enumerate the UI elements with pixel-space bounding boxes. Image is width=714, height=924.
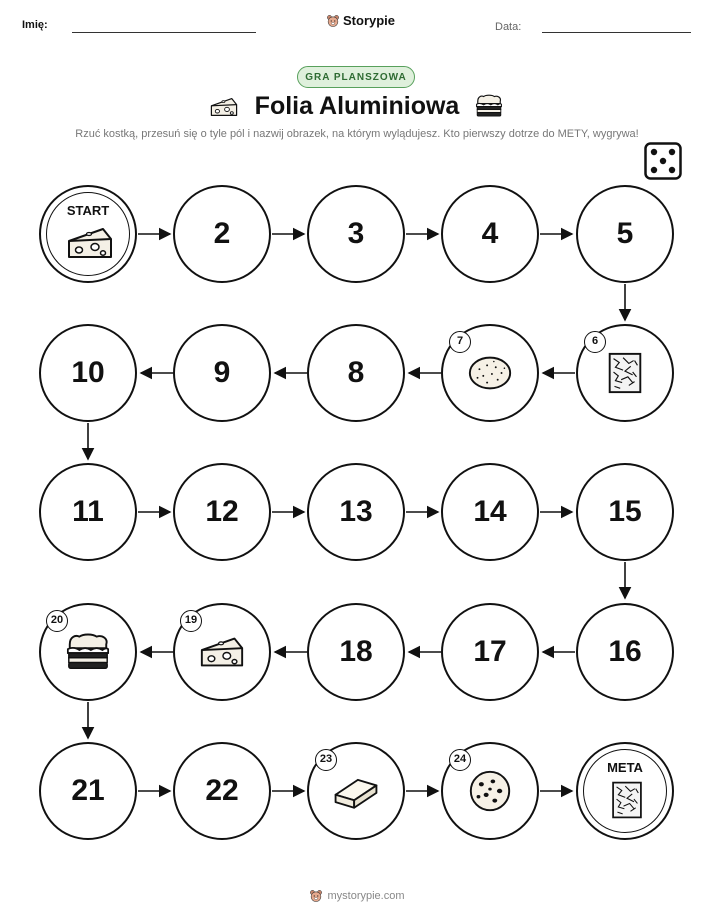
cheese-icon — [65, 223, 115, 263]
space-number-tag: 19 — [180, 610, 202, 632]
space-number-tag: 24 — [449, 749, 471, 771]
board-space-13 — [307, 463, 405, 561]
foil-icon — [601, 351, 649, 395]
finish-space — [576, 742, 674, 840]
footer-url: mystorypie.com — [327, 890, 405, 902]
space-number-tag: 23 — [315, 749, 337, 771]
space-number-tag: 6 — [584, 331, 606, 353]
board-space-21 — [39, 742, 137, 840]
board-space-16 — [576, 603, 674, 701]
space-number: 5 — [616, 217, 634, 250]
space-number: 9 — [213, 356, 231, 389]
game-type-badge: GRA PLANSZOWA — [297, 66, 415, 88]
date-label: Data: — [495, 21, 522, 33]
space-number-tag: 20 — [46, 610, 68, 632]
space-number: 22 — [205, 774, 239, 807]
board-space-5 — [576, 185, 674, 283]
space-number: 21 — [71, 774, 105, 807]
space-number: 8 — [347, 356, 365, 389]
chocolate-chip-cookie-icon — [466, 769, 514, 813]
footer — [0, 889, 714, 903]
space-number: 16 — [608, 635, 642, 668]
board-space-22 — [173, 742, 271, 840]
board-space-17 — [441, 603, 539, 701]
space-number: 15 — [608, 495, 642, 528]
board-space-2 — [173, 185, 271, 283]
space-number: 13 — [339, 495, 373, 528]
foil-icon — [602, 780, 652, 820]
board-space-14 — [441, 463, 539, 561]
sandwich-icon — [64, 630, 112, 674]
space-number: 11 — [72, 495, 104, 528]
space-number: 10 — [71, 356, 105, 389]
space-number: 14 — [473, 495, 507, 528]
space-number: 12 — [205, 495, 239, 528]
board-space-15 — [576, 463, 674, 561]
board-space-12 — [173, 463, 271, 561]
space-number-tag: 7 — [449, 331, 471, 353]
board-space-10 — [39, 324, 137, 422]
board-space-9 — [173, 324, 271, 422]
bear-icon — [309, 889, 323, 903]
brand-name: Storypie — [343, 13, 396, 28]
board-space-3 — [307, 185, 405, 283]
space-number: 2 — [213, 217, 231, 250]
page-title: Folia Aluminiowa — [254, 92, 460, 120]
start-label: START — [66, 203, 110, 218]
instructions: Rzuć kostką, przesuń się o tyle pól i nazwij obrazek, na którym wylądujesz. Kto pierwszy dotrze do METY, wygrywa! — [75, 128, 639, 140]
start-space — [39, 185, 137, 283]
cheese-icon — [198, 630, 246, 674]
board-space-4 — [441, 185, 539, 283]
space-number: 3 — [347, 217, 365, 250]
space-number: 17 — [473, 635, 507, 668]
board-space-11 — [39, 463, 137, 561]
board-space-18 — [307, 603, 405, 701]
finish-label: META — [607, 760, 643, 775]
board-space-8 — [307, 324, 405, 422]
butter-icon — [330, 769, 382, 813]
cookie-icon — [466, 351, 514, 395]
name-label: Imię: — [22, 19, 48, 31]
space-number: 18 — [339, 635, 373, 668]
space-number: 4 — [481, 217, 499, 250]
